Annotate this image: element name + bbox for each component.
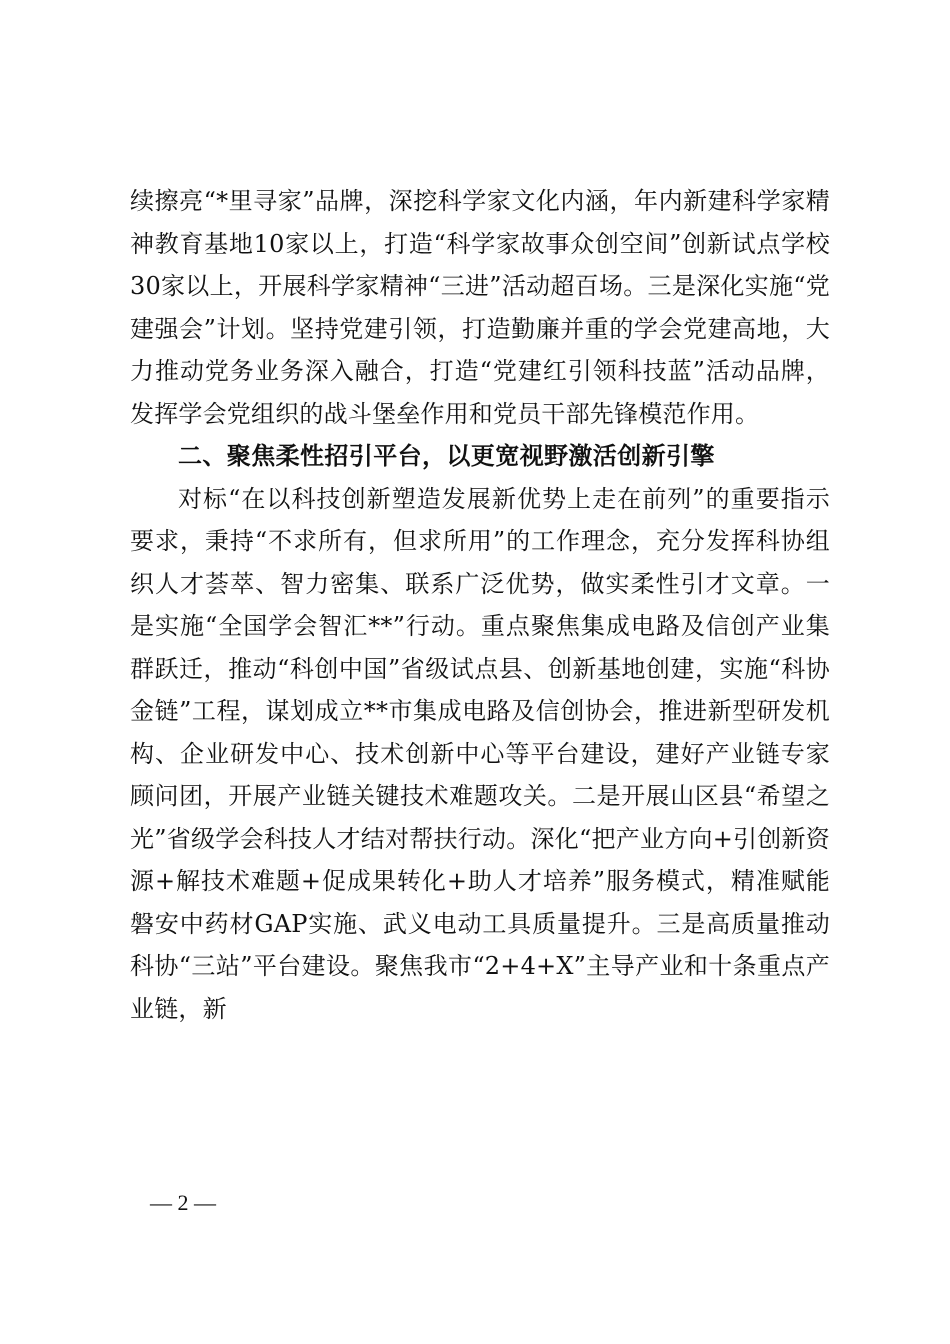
page-number: — 2 — — [150, 1190, 216, 1215]
paragraph-continuation: 续擦亮“*里寻家”品牌，深挖科学家文化内涵，年内新建科学家精神教育基地10家以上，打造“科学家故事众创空间”创新试点学校30家以上，开展科学家精神“三进”活动超百场。三是深化实施“党建强会”计划。坚持党建引领，打造勤廉并重的学会党建高地，大力推动党务业务深入融合，打造“党建红引领科技蓝”活动品牌，发挥学会党组织的战斗堡垒作用和党员干部先锋模范作用。 — [130, 187, 830, 428]
section-heading: 二、聚焦柔性招引平台，以更宽视野激活创新引擎 — [178, 442, 715, 470]
document-body — [130, 180, 830, 1030]
paragraph-section-two: 对标“在以科技创新塑造发展新优势上走在前列”的重要指示要求，秉持“不求所有，但求所用”的工作理念，充分发挥科协组织人才荟萃、智力密集、联系广泛优势，做实柔性引才文章。一是实施“全国学会智汇**”行动。重点聚焦集成电路及信创产业集群跃迁，推动“科创中国”省级试点县、创新基地创建，实施“科协金链”工程，谋划成立**市集成电路及信创协会，推进新型研发机构、企业研发中心、技术创新中心等平台建设，建好产业链专家顾问团，开展产业链关键技术难题攻关。二是开展山区县“希望之光”省级学会科技人才结对帮扶行动。深化“把产业方向+引创新资源+解技术难题+促成果转化+助人才培养”服务模式，精准赋能磐安中药材GAP实施、武义电动工具质量提升。三是高质量推动科协“三站”平台建设。聚焦我市“2+4+X”主导产业和十条重点产业链，新 — [130, 484, 830, 1023]
